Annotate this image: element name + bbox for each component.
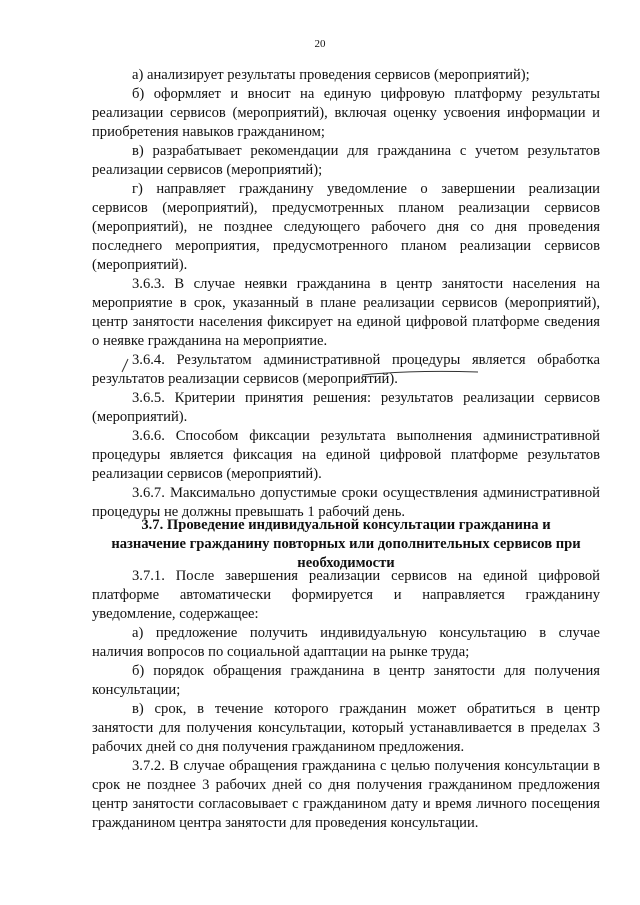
page-number: 20 — [314, 38, 326, 50]
section-3-6-body — [92, 66, 600, 522]
paragraph: 3.6.4. Результатом административной процедуры является обработка результатов реализации сервисов (мероприятий). — [92, 352, 600, 387]
paragraph: 3.6.7. Максимально допустимые сроки осуществления административной процедуры не должны превышать 1 рабочий день. — [92, 485, 600, 520]
paragraph: в) срок, в течение которого гражданин может обратиться в центр занятости для получения консультации, который устанавливается в пределах 3 рабочих дней со дня получения гражданином предложения. — [92, 701, 600, 755]
paragraph: 3.7.2. В случае обращения гражданина с целью получения консультации в срок не позднее 3 рабочих дней со дня получения гражданином предложения центр занятости согласовывает с гражданином дату и время личного посещения гражданином центра занятости для проведения консультации. — [92, 758, 600, 831]
section-3-7-body — [92, 567, 600, 833]
handwritten-underline — [360, 368, 480, 378]
paragraph: 3.6.6. Способом фиксации результата выполнения административной процедуры является фиксация на единой цифровой платформе результатов реализации сервисов (мероприятий). — [92, 428, 600, 482]
paragraph: 3.6.5. Критерии принятия решения: результатов реализации сервисов (мероприятий). — [92, 390, 600, 425]
paragraph: а) предложение получить индивидуальную консультацию в случае наличия вопросов по социальной адаптации на рынке труда; — [92, 625, 600, 660]
heading-line: назначение гражданину повторных или дополнительных сервисов при — [111, 536, 581, 552]
paragraph: в) разрабатывает рекомендации для гражданина с учетом результатов реализации сервисов (мероприятий); — [92, 143, 600, 178]
paragraph: б) оформляет и вносит на единую цифровую платформу результаты реализации сервисов (мероприятий), включая оценку усвоения информации и приобретения навыков гражданином; — [92, 86, 600, 140]
paragraph: а) анализирует результаты проведения сервисов (мероприятий); — [132, 67, 530, 83]
paragraph: г) направляет гражданину уведомление о завершении реализации сервисов (мероприятий), предусмотренных планом реализации сервисов (мероприятий), не позднее следующего рабочего дня со дня проведения последнего мероприятия, предусмотренного планом реализации сервисов (мероприятий). — [92, 181, 600, 273]
paragraph: 3.6.3. В случае неявки гражданина в центр занятости населения на мероприятие в срок, указанный в плане реализации сервисов (мероприятий), центр занятости населения фиксирует на единой цифровой платформе сведения о неявке гражданина на мероприятие. — [92, 276, 600, 349]
paragraph: б) порядок обращения гражданина в центр занятости для получения консультации; — [92, 663, 600, 698]
heading-line: 3.7. Проведение индивидуальной консультации гражданина и — [141, 517, 551, 533]
paragraph: 3.7.1. После завершения реализации сервисов на единой цифровой платформе автоматически формируется и направляется гражданину уведомление, содержащее: — [92, 568, 600, 622]
heading-line: необходимости — [297, 555, 395, 571]
section-heading — [92, 516, 600, 573]
handwritten-check-mark — [120, 357, 130, 375]
